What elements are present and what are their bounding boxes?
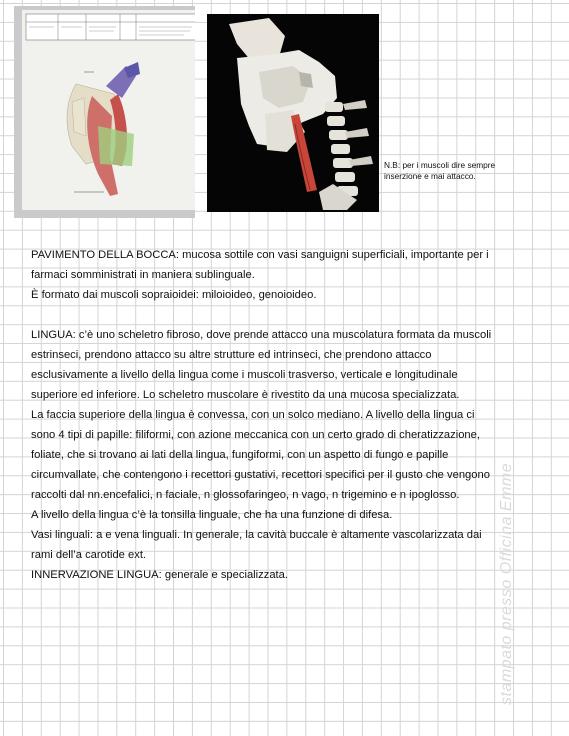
text-line: INNERVAZIONE LINGUA: generale e specializzata. xyxy=(31,569,288,581)
text-line: Vasi linguali: a e vena linguali. In generale, la cavità buccale è altamente vascolarizzata dai xyxy=(31,529,482,541)
text-line: foliate, che si trovano ai lati della lingua, fungiformi, con un aspetto di fungo e papille xyxy=(31,449,449,461)
print-watermark: stampato presso Officina Emme xyxy=(498,462,515,705)
margin-note xyxy=(384,160,534,182)
text-line: PAVIMENTO DELLA BOCCA: mucosa sottile con vasi sanguigni superficiali, importante per i xyxy=(31,249,489,261)
notes-body xyxy=(31,245,546,585)
text-line: esclusivamente a livello della lingua come i muscoli trasverso, verticale e longitudinale xyxy=(31,369,458,381)
note-line-2: inserzione e mai attacco. xyxy=(384,171,476,181)
text-line: È formato dai muscoli sopraioidei: miloioideo, genoioideo. xyxy=(31,289,317,301)
projector-slide-photo xyxy=(14,6,195,218)
text-line: sono 4 tipi di papille: filiformi, con azione meccanica con un certo grado di cheratizzazione, xyxy=(31,429,480,441)
text-line: farmaci somministrati in maniera sublinguale. xyxy=(31,269,255,281)
text-line: La faccia superiore della lingua è convessa, con un solco mediano. A livello della lingua ci xyxy=(31,409,475,421)
text-line: circumvallate, che contengono i recettori gustativi, recettori specifici per il gusto che vengono xyxy=(31,469,490,481)
text-line: raccolti dal nn.encefalici, n faciale, n glossofaringeo, n vago, n trigemino e n ipoglosso. xyxy=(31,489,460,501)
text-line: A livello della lingua c’è la tonsilla linguale, che ha una funzione di difesa. xyxy=(31,509,393,521)
skull-3d-render xyxy=(207,14,379,212)
skull-muscle-illustration xyxy=(207,14,379,212)
text-line: estrinseci, prendono attacco su altre strutture ed intrinseci, che prendono attacco xyxy=(31,349,432,361)
paragraph-spacer xyxy=(31,305,546,325)
slide-illustration xyxy=(14,6,195,218)
text-line: rami dell’a carotide ext. xyxy=(31,549,147,561)
note-line-1: N.B: per i muscoli dire sempre xyxy=(384,160,496,170)
text-line: superiore ed inferiore. Lo scheletro muscolare è rivestito da una mucosa specializzata. xyxy=(31,389,460,401)
text-line: LINGUA: c’è uno scheletro fibroso, dove prende attacco una muscolatura formata da muscoli xyxy=(31,329,492,341)
